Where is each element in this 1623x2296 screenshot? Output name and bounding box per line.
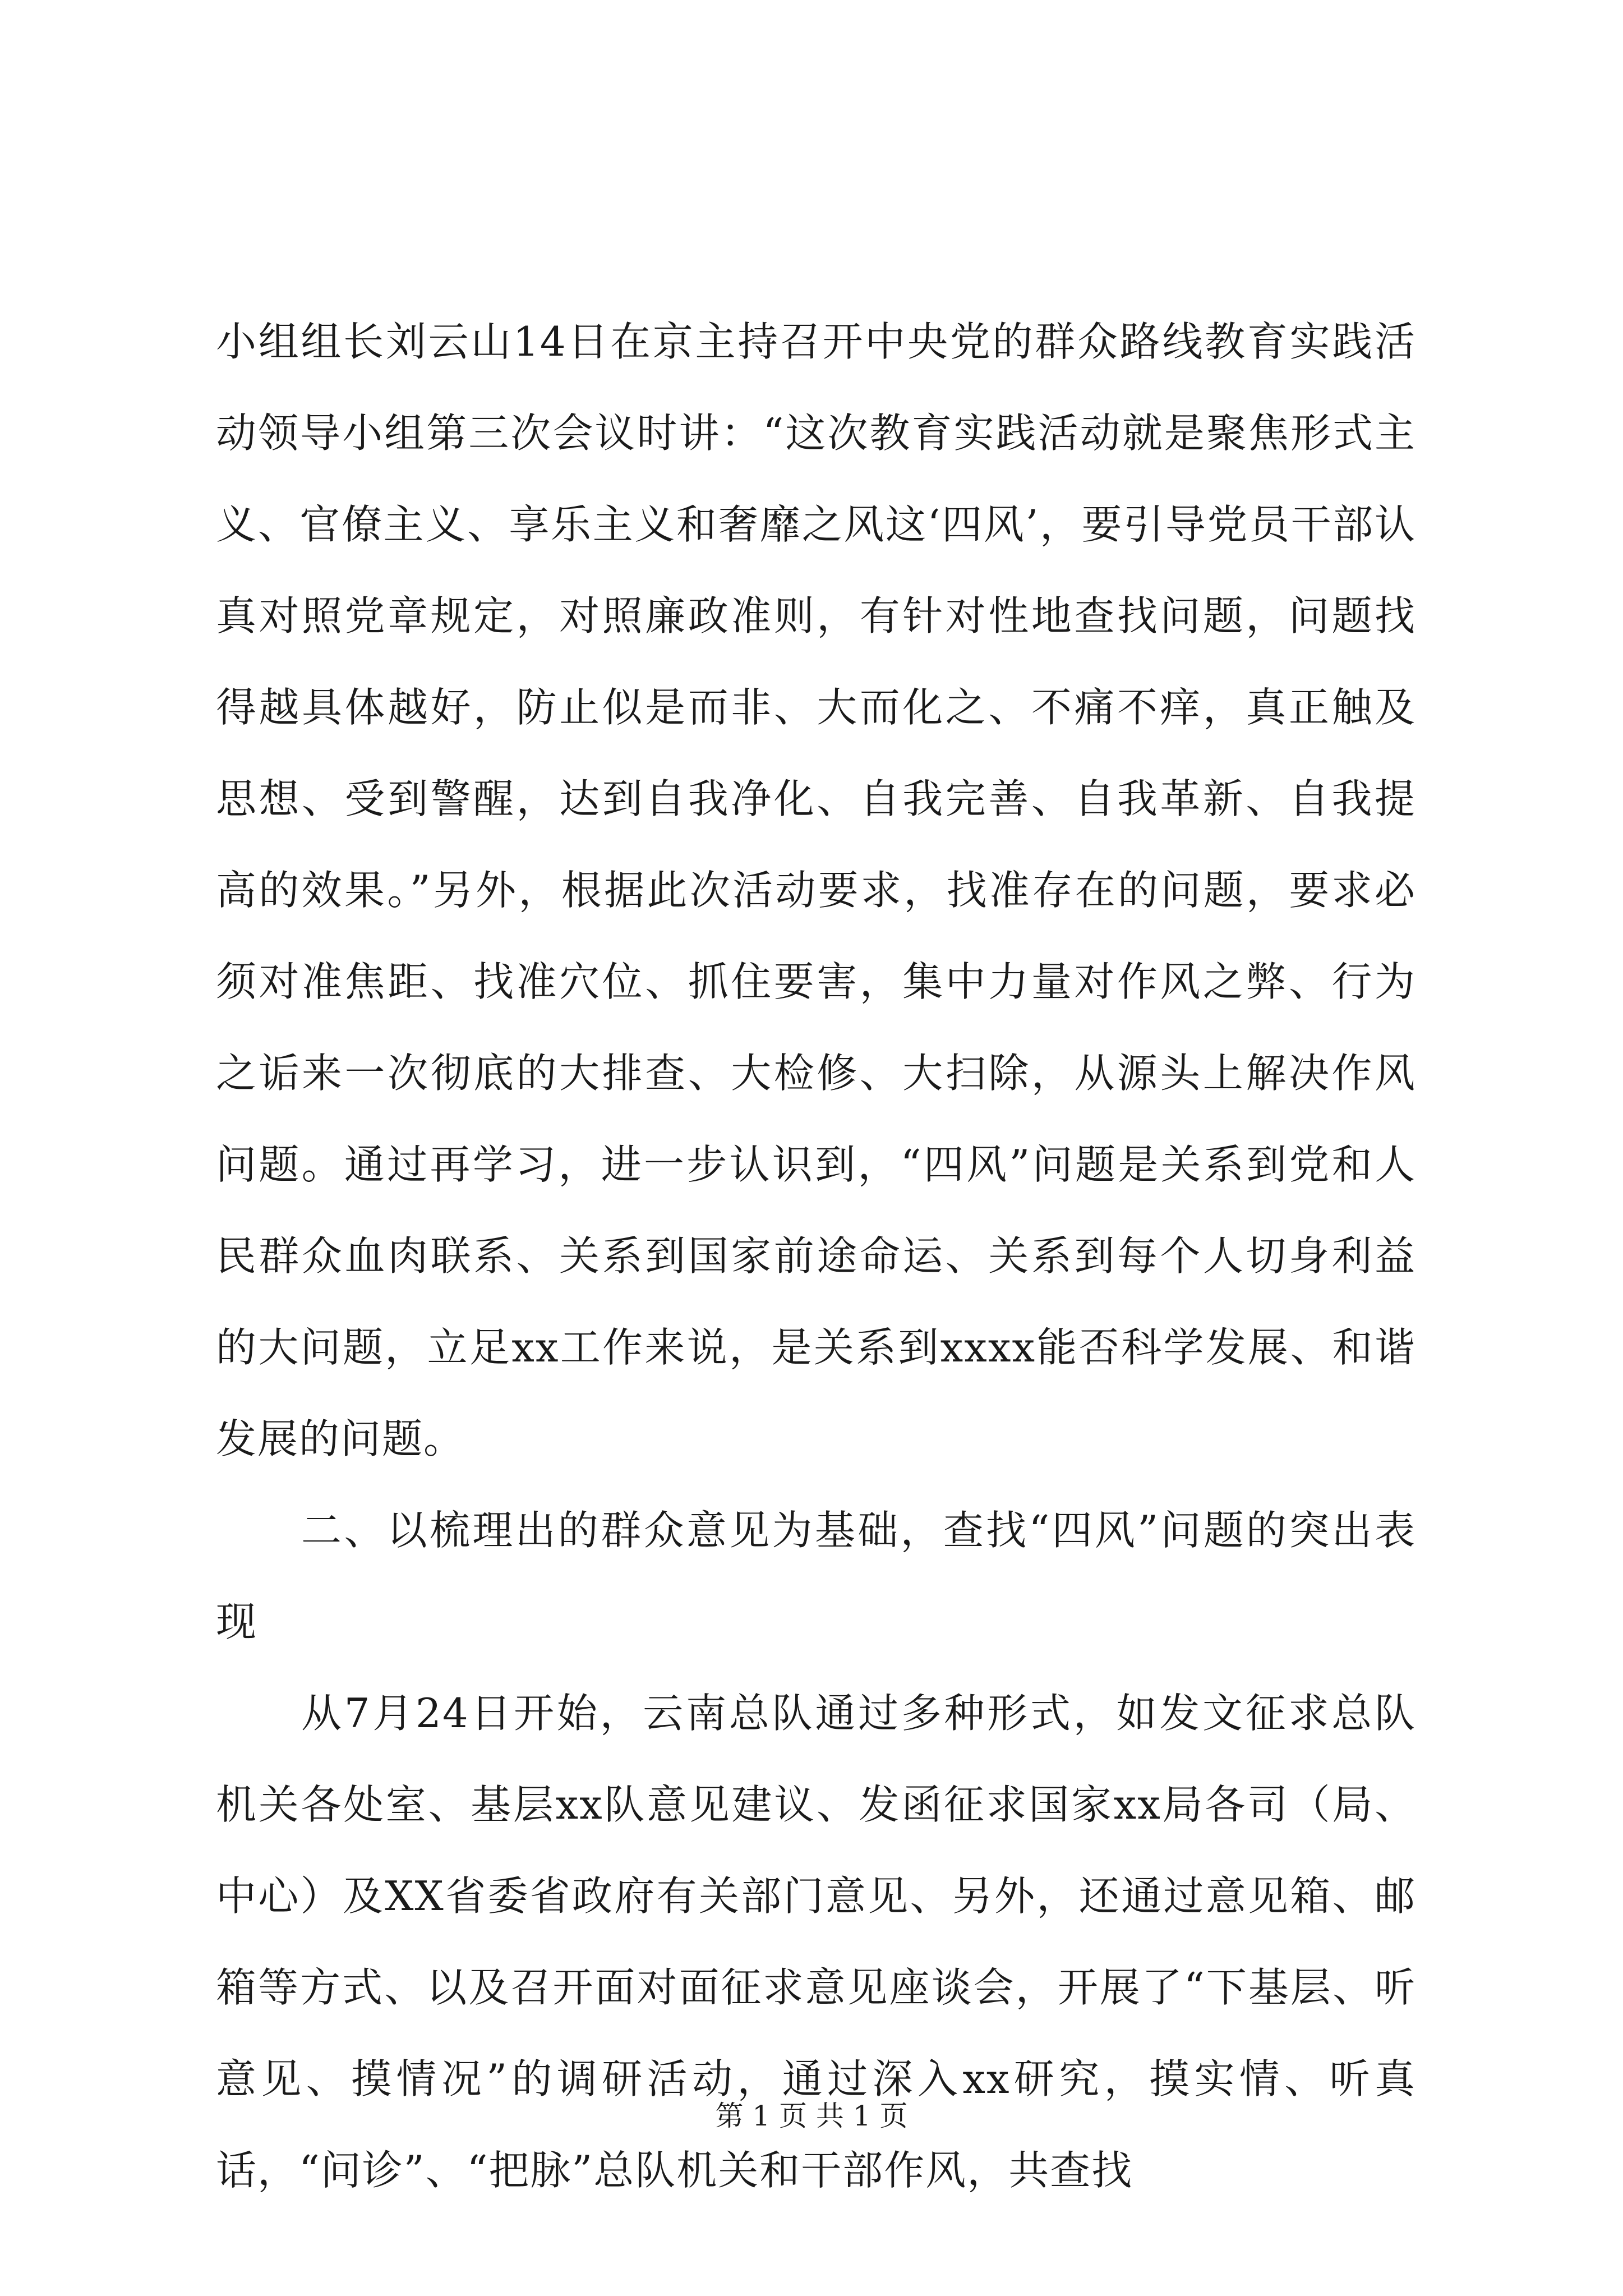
section-heading-2: 二、以梳理出的群众意见为基础，查找“四风”问题的突出表现 (216, 1507, 1416, 1645)
document-body (216, 296, 1416, 2216)
paragraph-3: 从7月24日开始，云南总队通过多种形式，如发文征求总队机关各处室、基层xx队意见建议、发函征求国家xx局各司（局、中心）及XX省委省政府有关部门意见、另外，还通过意见箱、邮箱等方式、以及召开面对面征求意见座谈会，开展了“下基层、听意见、摸情况”的调研活动，通过深入xx研究，摸实情、听真话，“问诊”、“把脉”总队机关和干部作风，共查找 (216, 1690, 1416, 2194)
paragraph-1: 小组组长刘云山14日在京主持召开中央党的群众路线教育实践活动领导小组第三次会议时讲：“这次教育实践活动就是聚焦形式主义、官僚主义、享乐主义和奢靡之风这‘四风’，要引导党员干部认真对照党章规定，对照廉政准则，有针对性地查找问题，问题找得越具体越好，防止似是而非、大而化之、不痛不痒，真正触及思想、受到警醒，达到自我净化、自我完善、自我革新、自我提高的效果。”另外，根据此次活动要求，找准存在的问题，要求必须对准焦距、找准穴位、抓住要害，集中力量对作风之弊、行为之诟来一次彻底的大排查、大检修、大扫除，从源头上解决作风问题。通过再学习，进一步认识到，“四风”问题是关系到党和人民群众血肉联系、关系到国家前途命运、关系到每个人切身利益的大问题，立足xx工作来说，是关系到xxxx能否科学发展、和谐发展的问题。 (216, 318, 1416, 1462)
page-footer: 第 1 页 共 1 页 (715, 2100, 908, 2132)
